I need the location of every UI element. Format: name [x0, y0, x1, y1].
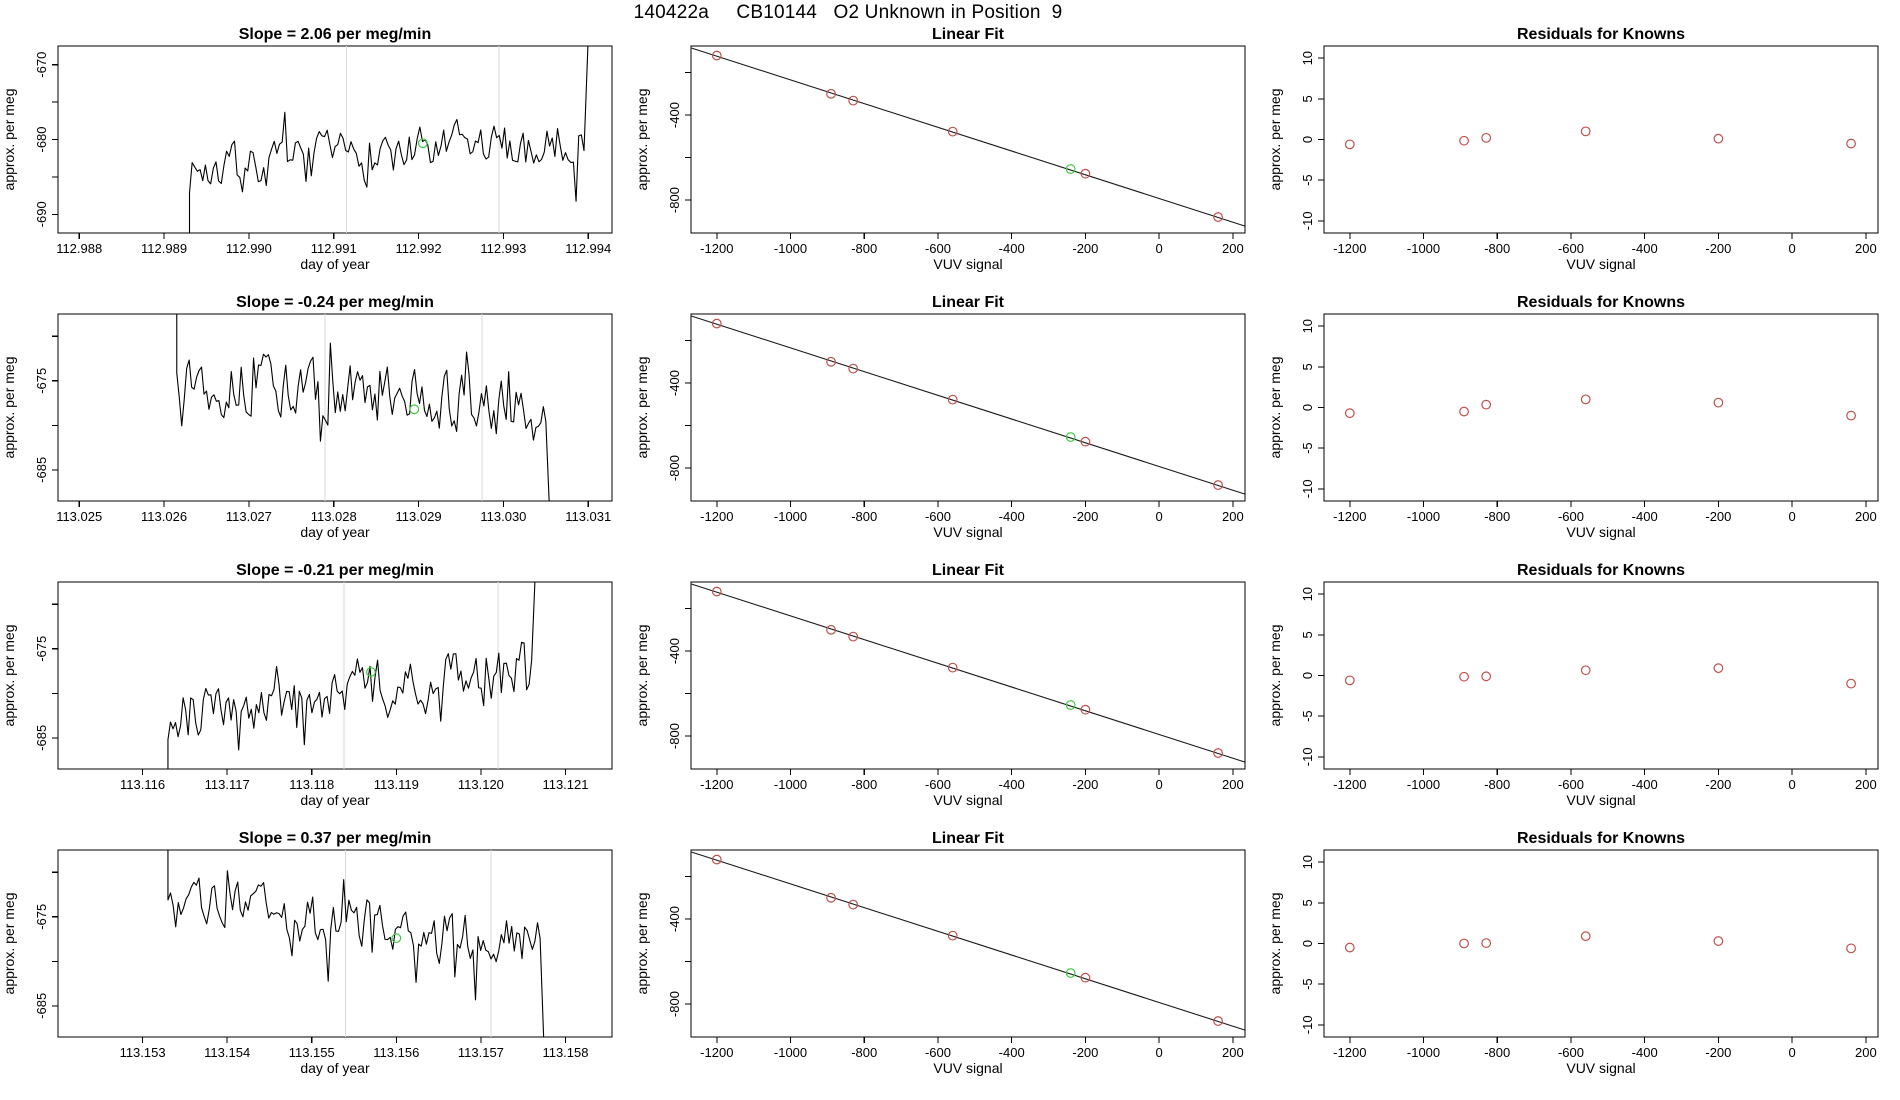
fit-svg [633, 562, 1267, 830]
linear-fit-plot-row2 [633, 294, 1267, 562]
data-point [392, 934, 401, 943]
svg-text:113.121: 113.121 [542, 777, 589, 792]
svg-text:113.118: 113.118 [289, 777, 335, 792]
y-axis [1300, 587, 1324, 766]
y-axis [667, 609, 691, 750]
svg-text:-1200: -1200 [700, 1045, 734, 1060]
svg-text:5: 5 [1300, 631, 1315, 639]
svg-text:-685: -685 [34, 724, 49, 751]
data-point [1482, 939, 1491, 948]
svg-text:-1000: -1000 [1406, 509, 1441, 524]
svg-text:113.029: 113.029 [395, 509, 442, 524]
svg-text:-800: -800 [851, 777, 878, 792]
x-axis [56, 233, 611, 256]
plot-box [1324, 314, 1878, 501]
svg-text:-1000: -1000 [773, 777, 808, 792]
data-point [1482, 400, 1491, 409]
y-axis [667, 341, 691, 482]
svg-text:113.120: 113.120 [457, 777, 504, 792]
svg-text:113.153: 113.153 [119, 1045, 166, 1060]
svg-text:-1200: -1200 [1333, 777, 1367, 792]
x-axis [700, 501, 1244, 524]
y-axis [34, 52, 58, 228]
plot-box [1324, 46, 1878, 233]
data-point [1460, 136, 1469, 145]
svg-text:0: 0 [1155, 241, 1163, 256]
svg-text:-400: -400 [1631, 241, 1658, 256]
svg-text:113.116: 113.116 [120, 777, 166, 792]
svg-text:-600: -600 [1557, 777, 1584, 792]
data-point [1847, 411, 1856, 420]
svg-text:113.157: 113.157 [457, 1045, 504, 1060]
plot-title: Slope = -0.24 per meg/min [236, 294, 434, 311]
svg-text:-1000: -1000 [773, 241, 808, 256]
x-axis-label: VUV signal [933, 256, 1003, 272]
svg-text:-400: -400 [667, 102, 682, 129]
y-axis [1300, 855, 1324, 1034]
svg-text:113.025: 113.025 [56, 509, 103, 524]
residuals-plot-row4 [1266, 830, 1900, 1098]
data-point [1581, 127, 1590, 136]
plot-title: Residuals for Knowns [1516, 294, 1686, 311]
data-point [1460, 407, 1469, 416]
svg-text:112.991: 112.991 [310, 241, 357, 256]
svg-text:-10: -10 [1300, 747, 1315, 767]
svg-text:-200: -200 [1705, 509, 1732, 524]
svg-text:-800: -800 [1484, 241, 1511, 256]
svg-text:-800: -800 [667, 455, 682, 482]
y-axis-label: approx. per meg [634, 356, 650, 459]
plot-title: Residuals for Knowns [1516, 26, 1686, 43]
x-axis [1333, 501, 1877, 524]
y-axis-label: approx. per meg [1267, 624, 1283, 727]
data-point [1460, 672, 1469, 681]
timeseries-line [168, 830, 545, 1064]
fit-line [692, 584, 1245, 762]
x-axis-label: VUV signal [1566, 256, 1636, 272]
y-axis [34, 872, 58, 1019]
data-point [1847, 944, 1856, 953]
svg-text:0: 0 [1155, 777, 1163, 792]
svg-text:113.154: 113.154 [204, 1045, 251, 1060]
svg-text:-600: -600 [924, 1045, 951, 1060]
plot-box [1324, 582, 1878, 769]
svg-text:200: 200 [1221, 241, 1244, 256]
svg-text:200: 200 [1854, 509, 1877, 524]
svg-text:-1200: -1200 [1333, 241, 1367, 256]
svg-text:-200: -200 [1072, 1045, 1099, 1060]
svg-text:-600: -600 [1557, 241, 1584, 256]
linear-fit-plot-row4 [633, 830, 1267, 1098]
svg-text:-800: -800 [851, 1045, 878, 1060]
svg-text:5: 5 [1300, 95, 1315, 103]
plot-title: Linear Fit [931, 830, 1005, 847]
ts-svg [0, 26, 634, 294]
res-svg [1266, 562, 1900, 830]
ts-svg [0, 294, 634, 562]
svg-text:0: 0 [1300, 671, 1315, 680]
plot-title: Linear Fit [931, 26, 1005, 43]
svg-text:-5: -5 [1300, 710, 1315, 722]
svg-text:113.026: 113.026 [141, 509, 188, 524]
svg-text:-1000: -1000 [773, 1045, 808, 1060]
plot-title: Linear Fit [931, 562, 1005, 579]
svg-text:113.156: 113.156 [373, 1045, 420, 1060]
y-axis [1300, 319, 1324, 498]
y-axis-label: approx. per meg [1267, 88, 1283, 191]
svg-text:-400: -400 [667, 370, 682, 397]
svg-text:-685: -685 [34, 456, 49, 483]
svg-text:112.988: 112.988 [56, 241, 103, 256]
plot-box [1324, 850, 1878, 1037]
y-axis-label: approx. per meg [1, 88, 17, 191]
svg-text:-200: -200 [1072, 241, 1099, 256]
svg-text:-1200: -1200 [700, 241, 734, 256]
y-axis-label: approx. per meg [1, 892, 17, 995]
x-axis [120, 769, 588, 792]
svg-text:10: 10 [1300, 318, 1315, 334]
svg-text:-800: -800 [667, 991, 682, 1018]
svg-text:-800: -800 [1484, 509, 1511, 524]
svg-text:-800: -800 [851, 241, 878, 256]
x-axis-label: VUV signal [933, 792, 1003, 808]
svg-text:112.994: 112.994 [565, 241, 612, 256]
x-axis-label: VUV signal [933, 524, 1003, 540]
res-svg [1266, 294, 1900, 562]
svg-text:-800: -800 [1484, 777, 1511, 792]
data-point [1346, 943, 1355, 952]
reference-vlines [346, 850, 491, 1037]
svg-text:5: 5 [1300, 899, 1315, 907]
svg-text:-1200: -1200 [700, 509, 734, 524]
data-point [1346, 140, 1355, 149]
residual-points [1346, 664, 1856, 688]
svg-text:-400: -400 [998, 241, 1025, 256]
timeseries-line [177, 294, 550, 528]
x-axis-label: day of year [300, 524, 370, 540]
svg-text:200: 200 [1854, 777, 1877, 792]
plot-title: Slope = 2.06 per meg/min [238, 26, 432, 43]
svg-text:-675: -675 [34, 903, 49, 930]
x-axis [1333, 769, 1877, 792]
svg-text:0: 0 [1788, 1045, 1796, 1060]
svg-text:-800: -800 [667, 723, 682, 750]
svg-text:-1000: -1000 [1406, 241, 1441, 256]
reference-vlines [344, 582, 498, 769]
data-point [1482, 672, 1491, 681]
svg-text:200: 200 [1221, 777, 1244, 792]
svg-text:0: 0 [1788, 777, 1796, 792]
data-point [1482, 134, 1491, 143]
svg-text:-800: -800 [1484, 1045, 1511, 1060]
svg-text:200: 200 [1221, 509, 1244, 524]
svg-text:112.992: 112.992 [395, 241, 442, 256]
x-axis-label: day of year [300, 792, 370, 808]
x-axis [120, 1037, 589, 1060]
svg-text:-600: -600 [1557, 1045, 1584, 1060]
ts-svg [0, 562, 634, 830]
svg-text:112.990: 112.990 [225, 241, 272, 256]
svg-text:-5: -5 [1300, 442, 1315, 454]
svg-text:113.158: 113.158 [542, 1045, 589, 1060]
svg-text:-10: -10 [1300, 1015, 1315, 1035]
x-axis-label: VUV signal [1566, 1060, 1636, 1076]
y-axis [667, 877, 691, 1018]
svg-text:-685: -685 [34, 992, 49, 1019]
data-point [1714, 398, 1723, 407]
svg-text:113.155: 113.155 [288, 1045, 335, 1060]
data-point [1714, 664, 1723, 673]
svg-text:-200: -200 [1072, 777, 1099, 792]
svg-text:-400: -400 [667, 638, 682, 665]
plot-box [58, 46, 612, 233]
x-axis-label: VUV signal [1566, 792, 1636, 808]
svg-text:0: 0 [1155, 1045, 1163, 1060]
svg-text:112.989: 112.989 [141, 241, 188, 256]
svg-text:-600: -600 [924, 509, 951, 524]
fit-line [692, 316, 1245, 494]
x-axis-label: VUV signal [933, 1060, 1003, 1076]
svg-text:-800: -800 [667, 187, 682, 214]
residuals-plot-row3 [1266, 562, 1900, 830]
svg-text:-1200: -1200 [1333, 509, 1367, 524]
svg-text:-1000: -1000 [1406, 1045, 1441, 1060]
res-svg [1266, 26, 1900, 294]
x-axis [700, 769, 1244, 792]
data-point [1346, 409, 1355, 418]
y-axis-label: approx. per meg [1267, 356, 1283, 459]
svg-text:-200: -200 [1705, 1045, 1732, 1060]
residual-points [1346, 127, 1856, 149]
plot-title: Slope = 0.37 per meg/min [238, 830, 432, 847]
page-title: 140422a CB10144 O2 Unknown in Position 9 [633, 2, 1063, 23]
svg-text:200: 200 [1854, 241, 1877, 256]
svg-text:-400: -400 [1631, 509, 1658, 524]
svg-text:-680: -680 [34, 126, 49, 153]
svg-text:-600: -600 [1557, 509, 1584, 524]
svg-text:0: 0 [1155, 509, 1163, 524]
residuals-plot-row1 [1266, 26, 1900, 294]
y-axis-label: approx. per meg [634, 892, 650, 995]
x-axis-label: VUV signal [1566, 524, 1636, 540]
data-point [1847, 139, 1856, 148]
svg-text:-10: -10 [1300, 211, 1315, 231]
fit-line [692, 852, 1245, 1030]
svg-text:0: 0 [1300, 135, 1315, 144]
data-point [1714, 134, 1723, 143]
timeseries-plot-row4 [0, 830, 634, 1098]
x-axis [700, 1037, 1244, 1060]
x-axis-label: day of year [300, 256, 370, 272]
svg-text:113.027: 113.027 [225, 509, 272, 524]
y-axis-label: approx. per meg [1, 356, 17, 459]
svg-text:-690: -690 [34, 201, 49, 228]
plot-box [58, 850, 612, 1037]
svg-text:0: 0 [1300, 403, 1315, 412]
svg-text:-200: -200 [1705, 241, 1732, 256]
svg-text:-400: -400 [998, 509, 1025, 524]
plot-title: Slope = -0.21 per meg/min [236, 562, 434, 579]
svg-text:113.031: 113.031 [565, 509, 612, 524]
y-axis-label: approx. per meg [1267, 892, 1283, 995]
data-point [1581, 932, 1590, 941]
svg-text:113.117: 113.117 [204, 777, 250, 792]
svg-text:200: 200 [1854, 1045, 1877, 1060]
plot-title: Linear Fit [931, 294, 1005, 311]
svg-text:-1000: -1000 [1406, 777, 1441, 792]
residual-points [1346, 395, 1856, 420]
svg-text:10: 10 [1300, 50, 1315, 66]
svg-text:-675: -675 [34, 367, 49, 394]
data-point [1581, 395, 1590, 404]
plot-title: Residuals for Knowns [1516, 562, 1686, 579]
y-axis-label: approx. per meg [634, 88, 650, 191]
x-axis [1333, 233, 1877, 256]
svg-text:200: 200 [1221, 1045, 1244, 1060]
svg-text:-1200: -1200 [700, 777, 734, 792]
svg-text:-200: -200 [1072, 509, 1099, 524]
svg-text:113.030: 113.030 [480, 509, 527, 524]
timeseries-line [168, 562, 536, 796]
svg-text:-5: -5 [1300, 978, 1315, 990]
svg-text:-400: -400 [998, 1045, 1025, 1060]
svg-text:-1200: -1200 [1333, 1045, 1367, 1060]
data-point [1581, 666, 1590, 675]
svg-text:113.028: 113.028 [310, 509, 357, 524]
svg-text:-800: -800 [851, 509, 878, 524]
svg-text:-1000: -1000 [773, 509, 808, 524]
data-point [1346, 676, 1355, 685]
fit-svg [633, 830, 1267, 1098]
svg-text:-600: -600 [924, 777, 951, 792]
linear-fit-plot-row3 [633, 562, 1267, 830]
svg-text:113.119: 113.119 [373, 777, 419, 792]
svg-text:0: 0 [1788, 241, 1796, 256]
data-point [1714, 937, 1723, 946]
svg-text:-675: -675 [34, 635, 49, 662]
data-point [410, 405, 419, 414]
residual-points [1346, 932, 1856, 953]
fit-svg [633, 294, 1267, 562]
svg-text:-200: -200 [1705, 777, 1732, 792]
timeseries-line [190, 26, 589, 255]
y-axis-label: approx. per meg [1, 624, 17, 727]
y-axis [34, 336, 58, 483]
timeseries-plot-row3 [0, 562, 634, 830]
y-axis [1300, 51, 1324, 230]
svg-text:0: 0 [1300, 939, 1315, 948]
svg-text:-600: -600 [924, 241, 951, 256]
ts-svg [0, 830, 634, 1098]
svg-text:-400: -400 [998, 777, 1025, 792]
timeseries-plot-row2 [0, 294, 634, 562]
svg-text:-400: -400 [1631, 777, 1658, 792]
svg-text:5: 5 [1300, 363, 1315, 371]
linear-fit-plot-row1 [633, 26, 1267, 294]
plot-title: Residuals for Knowns [1516, 830, 1686, 847]
residuals-plot-row2 [1266, 294, 1900, 562]
svg-text:-400: -400 [1631, 1045, 1658, 1060]
y-axis [34, 604, 58, 751]
data-point [1847, 679, 1856, 688]
timeseries-plot-row1 [0, 26, 634, 294]
data-point [1460, 939, 1469, 948]
svg-text:-400: -400 [667, 906, 682, 933]
svg-text:-5: -5 [1300, 174, 1315, 186]
svg-text:-10: -10 [1300, 479, 1315, 499]
x-axis-label: day of year [300, 1060, 370, 1076]
x-axis [56, 501, 611, 524]
fit-line [692, 48, 1245, 226]
y-axis [667, 73, 691, 214]
x-axis [1333, 1037, 1877, 1060]
svg-text:10: 10 [1300, 854, 1315, 870]
res-svg [1266, 830, 1900, 1098]
svg-text:-670: -670 [34, 51, 49, 78]
svg-text:10: 10 [1300, 586, 1315, 602]
y-axis-label: approx. per meg [634, 624, 650, 727]
x-axis [700, 233, 1244, 256]
svg-text:0: 0 [1788, 509, 1796, 524]
svg-text:112.993: 112.993 [480, 241, 527, 256]
fit-svg [633, 26, 1267, 294]
